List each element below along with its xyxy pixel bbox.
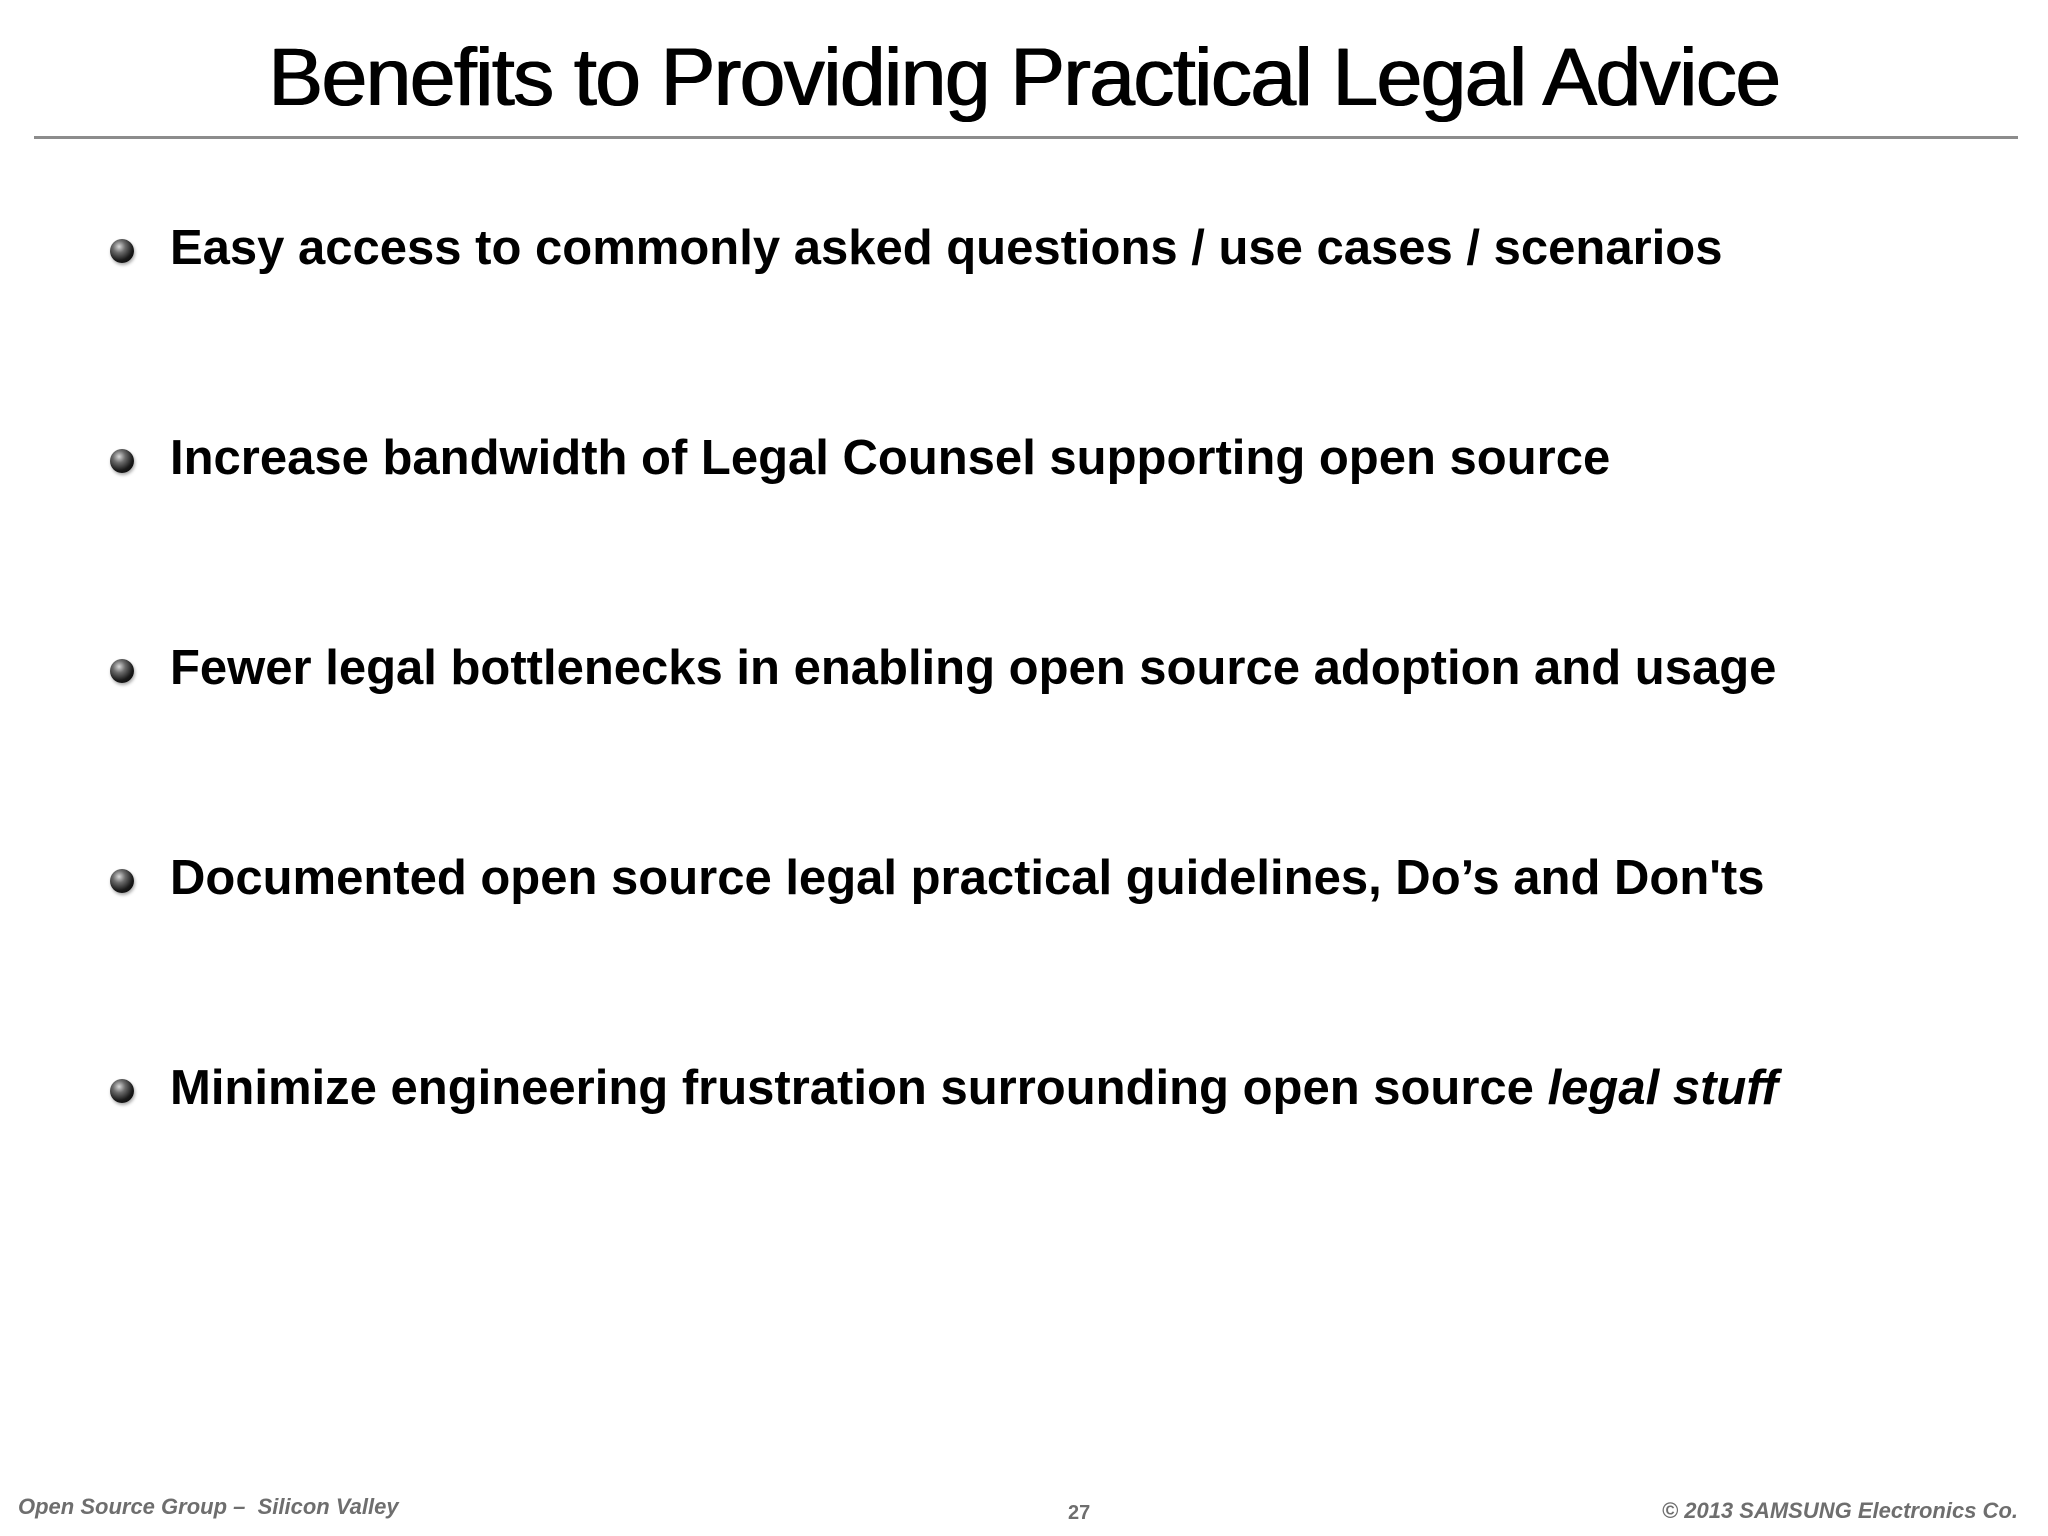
bullet-sphere-icon: [110, 449, 134, 473]
bullet-text: [170, 213, 1722, 283]
footer-copyright: © 2013 SAMSUNG Electronics Co.: [1661, 1498, 2018, 1523]
slide-title: Benefits to Providing Practical Legal Advice: [268, 32, 1780, 123]
bullet-text-main: Easy access to commonly asked questions / use cases / scenarios: [170, 221, 1723, 275]
bullet-text: [170, 843, 1765, 913]
bullet-text-main: Documented open source legal practical guidelines, Do’s and Don'ts: [170, 851, 1765, 905]
bullet-text-main: Fewer legal bottlenecks in enabling open source adoption and usage: [170, 641, 1777, 695]
bullet-text-emphasis: legal stuff: [1547, 1061, 1779, 1115]
bullet-item: [110, 843, 1990, 913]
bullet-text-main: Minimize engineering frustration surrounding open source: [170, 1061, 1548, 1115]
bullet-sphere-icon: [110, 239, 134, 263]
bullet-sphere-icon: [110, 869, 134, 893]
bullet-item: [110, 213, 1990, 283]
bullet-text: [170, 633, 1776, 703]
page-number: 27: [1068, 1502, 1091, 1524]
bullet-sphere-icon: [110, 1079, 134, 1103]
bullet-text: [170, 1053, 1778, 1123]
bullet-sphere-icon: [110, 659, 134, 683]
footer-organization: Open Source Group – Silicon Valley: [18, 1494, 399, 1519]
bullet-item: [110, 423, 1990, 493]
bullet-text-main: Increase bandwidth of Legal Counsel supporting open source: [170, 431, 1611, 485]
bullet-item: [110, 1053, 1990, 1123]
bullet-item: [110, 633, 1990, 703]
bullet-text: [170, 423, 1610, 493]
